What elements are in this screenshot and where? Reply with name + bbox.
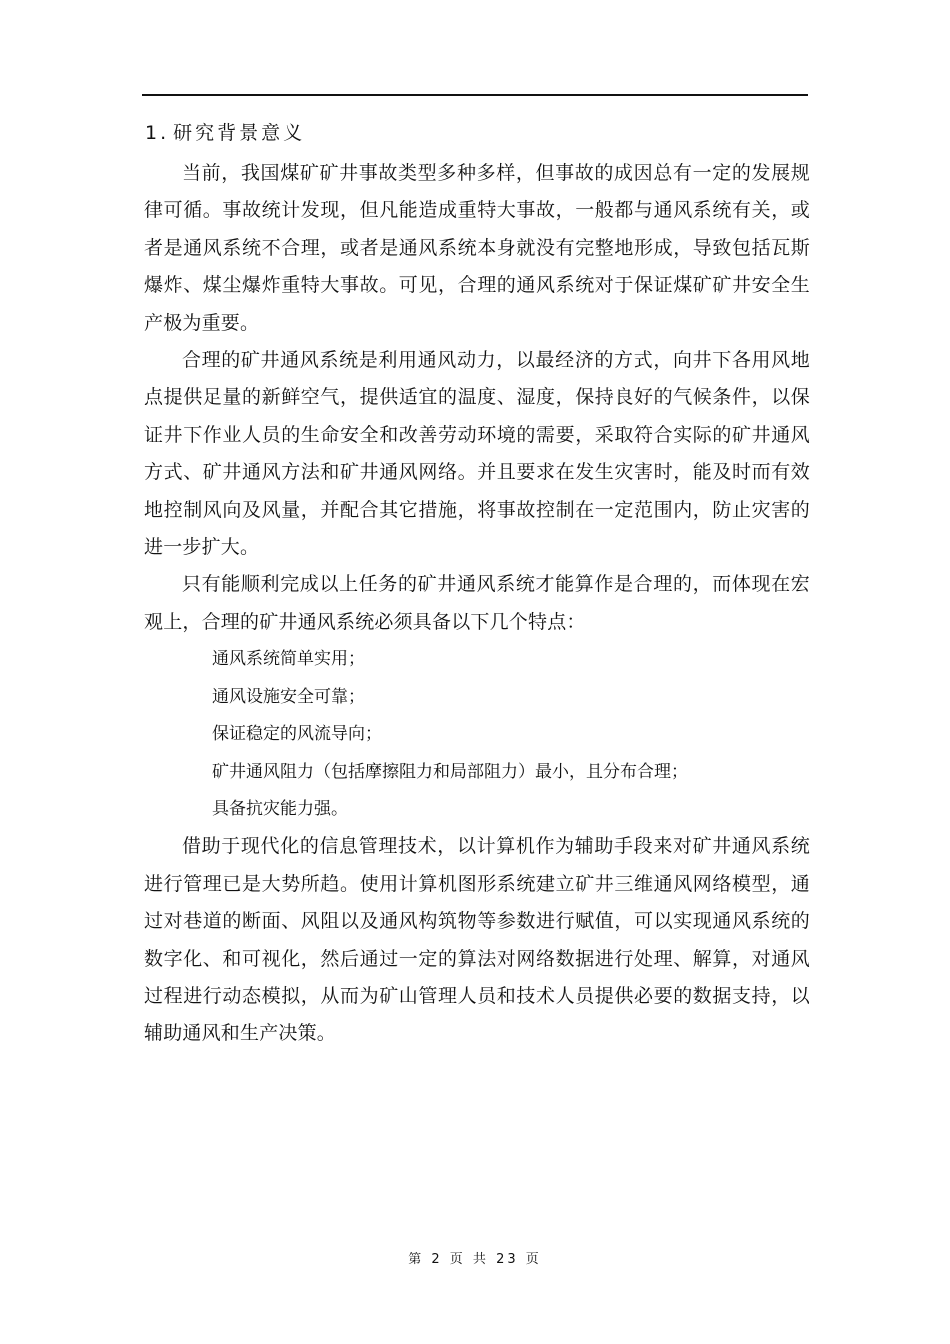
feature-list bbox=[144, 641, 810, 828]
page-footer bbox=[0, 1248, 950, 1267]
paragraph-3: 只有能顺利完成以上任务的矿井通风系统才能算作是合理的，而体现在宏观上，合理的矿井通风系统必须具备以下几个特点： bbox=[144, 573, 810, 633]
footer-prefix: 第 bbox=[408, 1252, 425, 1267]
paragraph-1: 当前，我国煤矿矿井事故类型多种多样，但事故的成因总有一定的发展规律可循。事故统计发现，但凡能造成重特大事故，一般都与通风系统有关，或者是通风系统不合理，或者是通风系统本身就没有完整地形成，导致包括瓦斯爆炸、煤尘爆炸重特大事故。可见，合理的通风系统对于保证煤矿矿井安全生产极为重要。 bbox=[144, 162, 810, 334]
feature-item-3: 保证稳定的风流导向； bbox=[212, 724, 382, 745]
footer-total-pages: 23 bbox=[496, 1252, 519, 1267]
feature-item-5: 具备抗灾能力强。 bbox=[212, 798, 348, 819]
section-heading bbox=[145, 118, 305, 145]
section-number: 1. bbox=[145, 122, 170, 144]
section-title: 研究背景意义 bbox=[173, 122, 306, 144]
footer-suffix: 页 bbox=[525, 1252, 542, 1267]
header-rule bbox=[142, 94, 808, 96]
body-text bbox=[144, 155, 810, 1053]
feature-item-2: 通风设施安全可靠； bbox=[212, 686, 365, 707]
paragraph-2: 合理的矿井通风系统是利用通风动力，以最经济的方式，向井下各用风地点提供足量的新鲜空气，提供适宜的温度、湿度，保持良好的气候条件，以保证井下作业人员的生命安全和改善劳动环境的需要，采取符合实际的矿井通风方式、矿井通风方法和矿井通风网络。并且要求在发生灾害时，能及时而有效地控制风向及风量，并配合其它措施，将事故控制在一定范围内，防止灾害的进一步扩大。 bbox=[144, 349, 810, 559]
footer-page-number: 2 bbox=[431, 1252, 443, 1267]
paragraph-4: 借助于现代化的信息管理技术，以计算机作为辅助手段来对矿井通风系统进行管理已是大势所趋。使用计算机图形系统建立矿井三维通风网络模型，通过对巷道的断面、风阻以及通风构筑物等参数进行赋值，可以实现通风系统的数字化、和可视化，然后通过一定的算法对网络数据进行处理、解算，对通风过程进行动态模拟，从而为矿山管理人员和技术人员提供必要的数据支持，以辅助通风和生产决策。 bbox=[144, 835, 810, 1045]
footer-middle: 页 共 bbox=[449, 1252, 489, 1267]
feature-item-4: 矿井通风阻力（包括摩擦阻力和局部阻力）最小，且分布合理； bbox=[212, 761, 688, 782]
feature-item-1: 通风系统简单实用； bbox=[212, 649, 365, 670]
